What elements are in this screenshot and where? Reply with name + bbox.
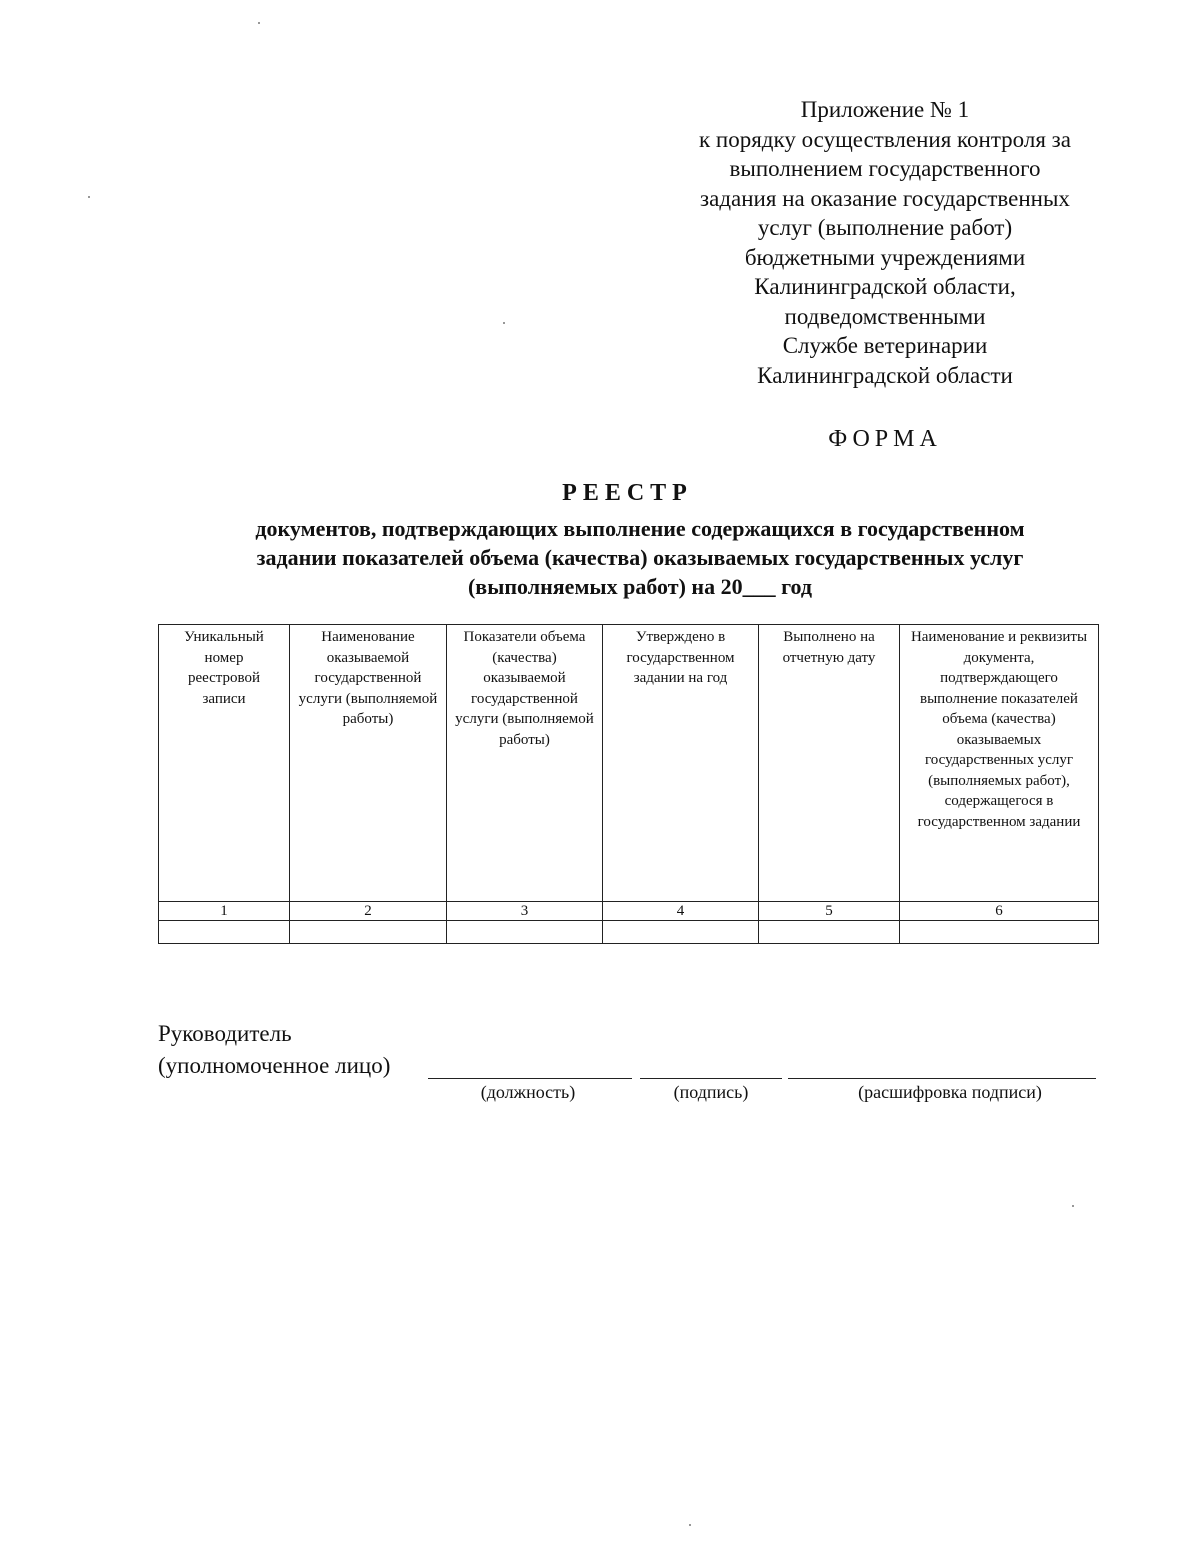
document-title: РЕЕСТР: [562, 480, 693, 506]
column-number: 1: [159, 902, 290, 921]
appendix-header: [640, 95, 1130, 390]
table-number-row: [159, 902, 1099, 921]
appendix-line: Калининградской области: [757, 362, 1013, 388]
decoding-caption: (расшифровка подписи): [858, 1082, 1042, 1102]
column-number: 3: [447, 902, 603, 921]
decoding-line: [788, 1078, 1096, 1079]
scan-speck: [88, 196, 90, 198]
registry-table: [158, 624, 1099, 944]
column-number: 6: [900, 902, 1099, 921]
signature-line: [640, 1078, 782, 1079]
column-number: 5: [759, 902, 900, 921]
table-cell: [900, 921, 1099, 944]
column-number: 4: [603, 902, 759, 921]
position-line: [428, 1078, 632, 1079]
header-cell-completed: Выполнено на отчетную дату: [759, 625, 900, 902]
appendix-line: Приложение № 1: [800, 97, 970, 122]
appendix-line: к порядку осуществления контроля за: [699, 126, 1071, 152]
header-cell-document-details: Наименование и реквизиты документа, подтверждающего выполнение показателей объема (качества) оказываемых государственных услуг (выполняемых работ), содержащегося в государственном задании: [900, 625, 1099, 902]
scan-speck: [503, 322, 505, 324]
signature-caption: (подпись): [673, 1082, 749, 1102]
form-label: ФОРМА: [828, 426, 942, 452]
header-cell-indicators: Показатели объема (качества) оказываемой государственной услуги (выполняемой работы): [447, 625, 603, 902]
appendix-line: Службе ветеринарии: [782, 333, 988, 358]
table-cell: [603, 921, 759, 944]
subtitle-line: задании показателей объема (качества) оказываемых государственных услуг: [256, 545, 1024, 570]
document-subtitle: [140, 514, 1140, 601]
scan-speck: [689, 1524, 691, 1526]
table-row: [159, 921, 1099, 944]
subtitle-line: (выполняемых работ) на 20___ год: [467, 574, 813, 599]
scan-speck: [258, 22, 260, 24]
appendix-line: Калининградской области,: [754, 274, 1016, 299]
subtitle-line: документов, подтверждающих выполнение содержащихся в государственном: [255, 516, 1025, 541]
appendix-line: подведомственными: [784, 303, 986, 329]
appendix-line: задания на оказание государственных: [700, 185, 1070, 211]
signature-label: [158, 1018, 390, 1082]
table-cell: [447, 921, 603, 944]
table-header-row: [159, 625, 1099, 902]
scan-speck: [1072, 1205, 1074, 1207]
signature-label-line2: (уполномоченное лицо): [158, 1053, 391, 1078]
table-cell: [290, 921, 447, 944]
appendix-line: выполнением государственного: [729, 156, 1041, 181]
signature-label-line1: Руководитель: [158, 1021, 292, 1046]
position-caption: (должность): [480, 1082, 576, 1102]
header-cell-approved: Утверждено в государственном задании на год: [603, 625, 759, 902]
appendix-line: услуг (выполнение работ): [757, 215, 1013, 240]
header-cell-record-number: Уникальный номер реестровой записи: [159, 625, 290, 902]
header-cell-service-name: Наименование оказываемой государственной услуги (выполняемой работы): [290, 625, 447, 902]
column-number: 2: [290, 902, 447, 921]
table-cell: [159, 921, 290, 944]
table-cell: [759, 921, 900, 944]
appendix-line: бюджетными учреждениями: [744, 244, 1026, 270]
